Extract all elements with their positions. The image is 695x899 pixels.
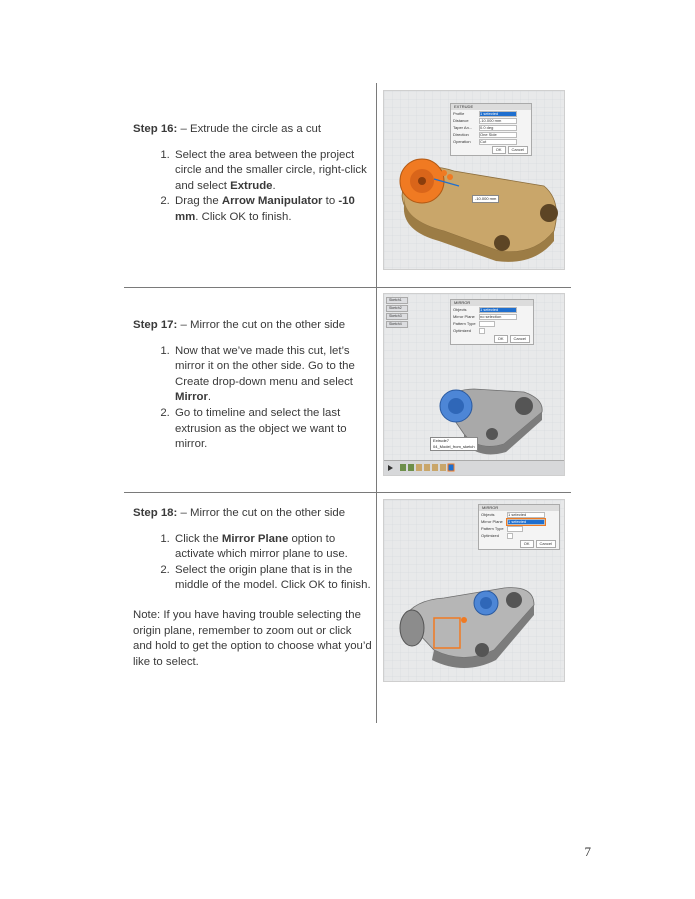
taper-field[interactable]: 0.0 deg xyxy=(479,125,517,131)
dialog-title: MIRROR xyxy=(479,505,559,511)
sketch-item[interactable]: Sketch4 xyxy=(386,321,408,328)
list-item: 2. Select the origin plane that is in the middle of the model. Click OK to finish. xyxy=(173,563,373,594)
dimension-input[interactable]: -10.000 mm xyxy=(472,195,499,203)
step-18 xyxy=(133,506,373,670)
browser-panel xyxy=(386,297,408,329)
screenshot-mirror-plane xyxy=(383,499,565,682)
note-text: Note: If you have having trouble selecting the origin plane, remember to zoom out or click and hold to get the option to choose what you’d like to select. xyxy=(133,608,372,668)
cancel-button[interactable]: Cancel xyxy=(510,335,530,343)
mirror-plane-field[interactable]: 1 selected xyxy=(507,519,545,525)
step-title: Step 18: – Mirror the cut on the other side xyxy=(133,507,346,519)
row-divider-1 xyxy=(124,287,571,288)
mirror-plane-field[interactable]: no selection xyxy=(479,314,517,320)
sketch-item[interactable]: Sketch3 xyxy=(386,313,408,320)
optimized-checkbox[interactable] xyxy=(507,533,513,539)
pattern-type-options[interactable] xyxy=(507,526,523,532)
optimized-checkbox[interactable] xyxy=(479,328,485,334)
screenshot-mirror-timeline xyxy=(383,293,565,476)
page-number: 7 xyxy=(584,844,591,859)
distance-field[interactable]: -10.000 mm xyxy=(479,118,517,124)
step-title: Step 16: – Extrude the circle as a cut xyxy=(133,123,322,135)
objects-field[interactable]: 1 selected xyxy=(479,307,517,313)
direction-select[interactable]: One Side xyxy=(479,132,517,138)
operation-select[interactable]: Cut xyxy=(479,139,517,145)
sketch-item[interactable]: Sketch2 xyxy=(386,305,408,312)
sketch-item[interactable]: Sketch1 xyxy=(386,297,408,304)
ok-button[interactable]: OK xyxy=(494,335,508,343)
cancel-button[interactable]: Cancel xyxy=(508,146,528,154)
screenshot-extrude xyxy=(383,90,565,270)
cancel-button[interactable]: Cancel xyxy=(536,540,556,548)
list-item: 2. Drag the Arrow Manipulator to -10 mm. Click OK to finish. xyxy=(173,194,373,225)
pattern-type-options[interactable] xyxy=(479,321,495,327)
timeline-bar[interactable] xyxy=(384,460,564,475)
dialog-title: MIRROR xyxy=(451,300,533,306)
mirror-dialog: MIRROR Objects 1 selected Mirror Plane 1 selected Pattern Type Optimized OK Cancel xyxy=(478,504,560,550)
list-item: 1. Click the Mirror Plane option to activate which mirror plane to use. xyxy=(173,532,373,563)
timeline-tooltip: Extrude7 04_Model_from_sketch xyxy=(430,437,478,451)
list-item: 1. Select the area between the project circle and the smaller circle, right-click and select Extrude. xyxy=(173,148,373,195)
step-16 xyxy=(133,122,373,226)
column-divider xyxy=(376,83,377,723)
list-item: 2. Go to timeline and select the last extrusion as the object we want to mirror. xyxy=(173,406,373,453)
objects-field[interactable]: 1 selected xyxy=(507,512,545,518)
step-title: Step 17: – Mirror the cut on the other side xyxy=(133,319,346,331)
row-divider-2 xyxy=(124,492,571,493)
dialog-title: EXTRUDE xyxy=(451,104,531,110)
mirror-dialog: MIRROR Objects 1 selected Mirror Plane no selection Pattern Type Optimized OK Cancel xyxy=(450,299,534,345)
list-item: 1. Now that we’ve made this cut, let’s mirror it on the other side. Go to the Create drop-down menu and select Mirror. xyxy=(173,344,373,406)
ok-button[interactable]: OK xyxy=(520,540,534,548)
extrude-dialog: EXTRUDE Profile 1 selected Distance -10.000 mm Taper An... 0.0 deg Direction One Side Operation Cut OK Cancel xyxy=(450,103,532,156)
ok-button[interactable]: OK xyxy=(492,146,506,154)
step-17 xyxy=(133,318,373,453)
profile-field[interactable]: 1 selected xyxy=(479,111,517,117)
